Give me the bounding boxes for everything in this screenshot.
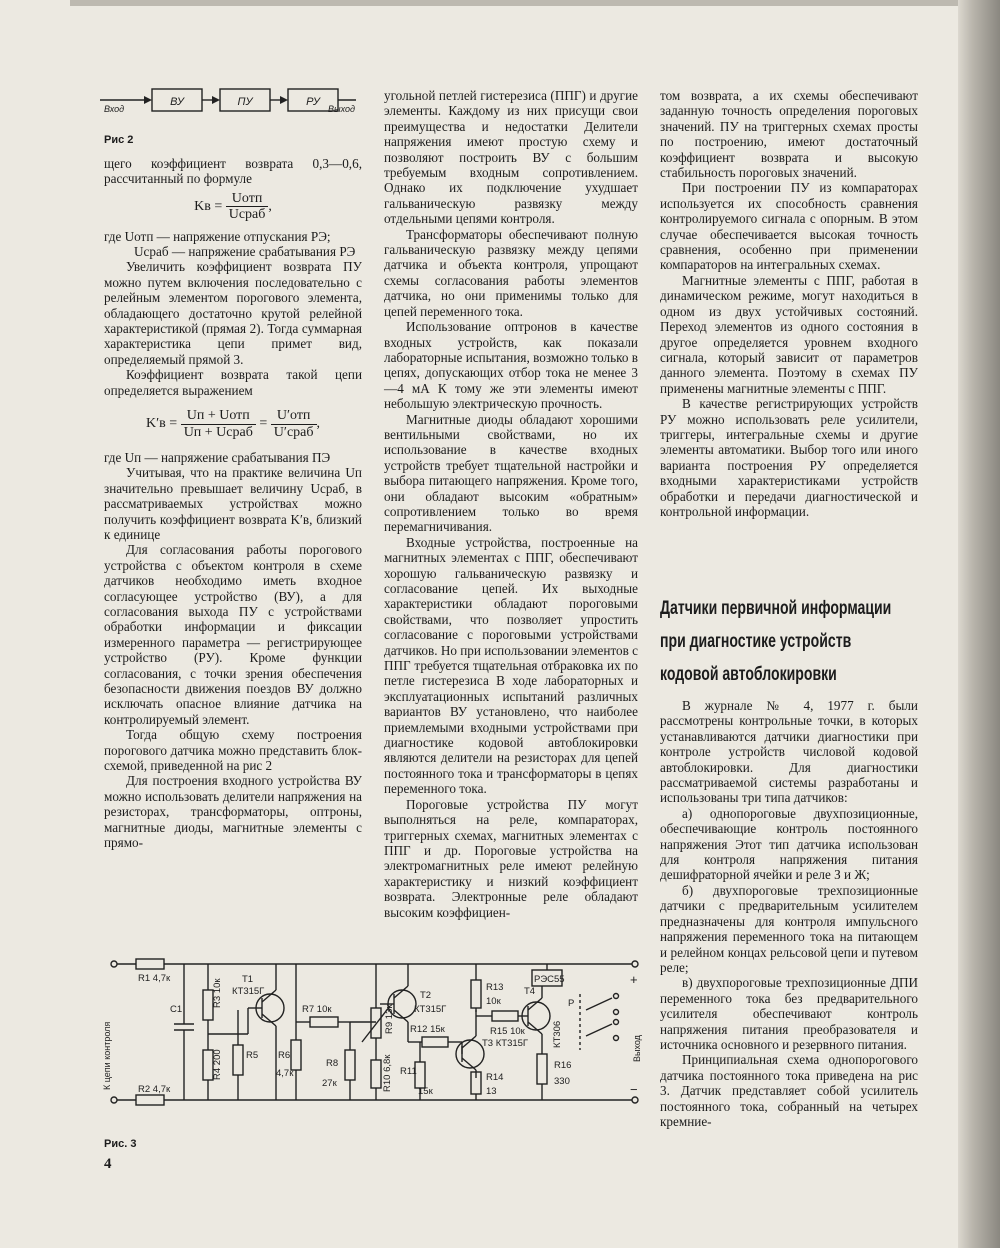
- circuit-label: R4 200: [212, 1049, 223, 1080]
- fig2-input-label: Вход: [104, 104, 125, 114]
- paragraph: Принципиальная схема однопорогового датчика постоянного тока приведена на рис 3. Датчик представляет собой усилитель постоянного тока, собранный на четырех кремние-: [660, 1052, 918, 1129]
- paragraph: Трансформаторы обеспечивают полную гальваническую развязку между цепями датчика и объекта контроля, упрощают схемы согласования работы элементов датчика, но они применимы только для цепей переменного тока.: [384, 226, 638, 319]
- article-heading: [660, 592, 892, 691]
- circuit-label: R9 13к: [384, 1004, 395, 1034]
- circuit-label: R13: [486, 982, 504, 993]
- circuit-label: R16: [554, 1060, 572, 1071]
- paragraph: Учитывая, что на практике величина Uп значительно превышает величину Uсраб, в рассматриваемых устройствах можно получить коэффициент возврата K′в, близкий к единице: [104, 465, 362, 542]
- circuit-label: R12 15к: [410, 1024, 445, 1035]
- paragraph: в) двухпороговые трехпозиционные ДПИ переменного тока без предварительного усилителя обеспечивают контроль напряжения питания преобразователя и источника основного и резервного питания.: [660, 975, 918, 1052]
- column-3: [660, 88, 918, 519]
- fig2-caption: Рис 2: [104, 134, 134, 146]
- circuit-label: T3 КТ315Г: [482, 1038, 529, 1049]
- circuit-label: C1: [170, 1004, 183, 1015]
- circuit-label: R8: [326, 1058, 339, 1069]
- column-3-article: [660, 698, 918, 1129]
- circuit-label: 27к: [322, 1078, 337, 1089]
- formula-denominator: Uп + Uсраб: [183, 424, 253, 440]
- fig2-block-label: ВУ: [170, 96, 184, 108]
- circuit-label: P: [568, 998, 575, 1009]
- paragraph: Использование оптронов в качестве входных устройств, как показали лабораторные испытания, возможно только в цепях, допускающих отбор тока не менее 3—4 мА К тому же эти элементы имеют небольшую электрическую прочность.: [384, 319, 638, 412]
- circuit-label: R10 6,8к: [382, 1054, 393, 1092]
- paragraph: Коэффициент возврата такой цепи определяется выражением: [104, 367, 362, 398]
- fig2-block-diagram: [100, 84, 360, 120]
- circuit-label: R2 4,7к: [138, 1084, 171, 1095]
- heading-line: Датчики первичной информации: [660, 598, 892, 619]
- circuit-label: T1: [242, 974, 254, 985]
- circuit-label: +: [630, 972, 638, 987]
- paragraph: В журнале № 4, 1977 г. были рассмотрены контрольные точки, в которых устанавливаются датчики диагностики при контроле устройств числовой кодовой автоблокировки. Для диагностики рассматриваемой системы разработаны и использованы три типа датчиков:: [660, 698, 918, 806]
- definition: где Uотп — напряжение отпускания РЭ;: [104, 228, 331, 244]
- paragraph: том возврата, а их схемы обеспечивают заданную точность определения пороговых значений. ПУ на триггерных схемах просты по построению, имеют достаточный коэффициент возврата и высокую стабильность пороговых значений.: [660, 88, 918, 181]
- definition: Uсраб — напряжение срабатывания РЭ: [134, 244, 356, 260]
- circuit-label: 13: [486, 1086, 497, 1097]
- circuit-label: R1 4,7к: [138, 973, 171, 984]
- circuit-label: R3 10к: [212, 978, 223, 1008]
- heading-line: при диагностике устройств: [660, 631, 852, 652]
- formula-denominator: U′сраб: [273, 424, 314, 440]
- circuit-label: 330: [554, 1076, 570, 1087]
- circuit-label: T4: [524, 986, 536, 997]
- paragraph: Пороговые устройства ПУ могут выполняться на реле, компараторах, триггерных схемах, магнитных элементах с ППГ и др. Пороговые устройства на электромагнитных реле имеют релейную характеристику и низкий коэффициент возврата. Электронные реле обладают высоким коэффициен-: [384, 796, 638, 920]
- circuit-label: −: [630, 1082, 638, 1097]
- paragraph: Магнитные элементы с ППГ, работая в динамическом режиме, могут находиться в одном из двух устойчивых состояний. Переход элементов из одного состояния в другое определяется уровнем входного сигнала, который зависит от параметров данного элемента. Поэтому в схемах ПУ применены магнитные элементы с ППГ.: [660, 272, 918, 396]
- paragraph: При построении ПУ из компараторах используется их способность сравнения контролируемого сигнала с опорным. В этом случае обеспечивается высокая точность сравнения, особенно при применении компараторов на интегральных схемах.: [660, 180, 918, 273]
- circuit-label: R7 10к: [302, 1004, 332, 1015]
- paragraph: Для согласования работы порогового устройства с объектом контроля в схеме датчиков необходимо иметь входное согласующее устройство (ВУ), а для согласования выхода ПУ с устройствами обработки информации и фиксации измеренного параметра — регистрирующее устройство (РУ). Кроме функции согласования, с точки зрения обеспечения безопасности движения поездов ВУ должно исключать опасное влияние датчика на контролируемый элемент.: [104, 542, 362, 727]
- column-2: [384, 88, 638, 920]
- paragraph: угольной петлей гистерезиса (ППГ) и другие элементы. Каждому из них присущи свои преимущества и недостатки Делители напряжения имеют простую схему и позволяют построить ВУ с большим требуемым входным сопротивлением. Однако их подключение ухудшает гальваническую развязку между отдельными цепями контроля.: [384, 88, 638, 227]
- top-border: [70, 0, 960, 6]
- circuit-label: КТ315Г: [414, 1004, 447, 1015]
- paragraph: В качестве регистрирующих устройств РУ можно использовать реле усилители, триггеры, интегральные схемы и другие элементы автоматики. Выбор того или иного варианта построения РУ определяется входными характеристиками устройств обработки и передачи диагностической и контрольной информации.: [660, 396, 918, 519]
- paragraph: щего коэффициент возврата 0,3—0,6, рассчитанный по формуле: [104, 156, 362, 187]
- formula-denominator: Uсраб: [228, 207, 266, 223]
- formula-lhs: K′в: [145, 416, 166, 432]
- formula-kv-prime: K′в = $\frac{\text{Uп + Uотп}}{\text{Uп + Uсраб}}$ = $\frac{\text{U′отп}}{\text{U′сраб}}$ ,: [145, 408, 320, 440]
- page-edge-shadow: [958, 0, 1000, 1248]
- formula-lhs: Kв: [194, 198, 211, 214]
- formula-numerator: Uп + Uотп: [181, 408, 256, 424]
- fig2-block-label: ПУ: [237, 96, 253, 108]
- paragraph: б) двухпороговые трехпозиционные датчики с предварительным усилителем предназначены для контроля импульсного напряжения переменного тока на питающем и релейном концах рельсовой цепи и путевом реле;: [660, 882, 918, 975]
- paragraph: Увеличить коэффициент возврата ПУ можно путем включения последовательно с релейным элементом порогового элемента, обладающего достаточно крутой релейной характеристикой (прямая 2). Тогда суммарная характеристика цепи примет вид, определяемый прямой 3.: [104, 259, 362, 367]
- paragraph: а) однопороговые двухпозиционные, обеспечивающие контроль постоянного напряжения Этот тип датчика использован для контроля напряжения питания дешифраторной ячейки и реле З и Ж;: [660, 805, 918, 883]
- circuit-label: Выход: [632, 1035, 642, 1062]
- paragraph: Для построения входного устройства ВУ можно использовать делители напряжения на резисторах, трансформаторы, оптроны, магнитные диоды, магнитные элементы с прямо-: [104, 773, 362, 851]
- paragraph: Тогда общую схему построения порогового датчика можно представить блок-схемой, приведенной на рис 2: [104, 727, 362, 774]
- definition: где Uп — напряжение срабатывания ПЭ: [104, 449, 331, 465]
- formula-numerator: U′отп: [271, 408, 317, 424]
- circuit-label: К цепи контроля: [102, 1021, 112, 1090]
- circuit-label: R15 10к: [490, 1026, 525, 1037]
- page-number: 4: [104, 1156, 112, 1172]
- circuit-label: R11: [400, 1066, 417, 1077]
- fig3-circuit-diagram: [100, 950, 645, 1140]
- circuit-label: T2: [420, 990, 432, 1001]
- fig2-block-label: РУ: [306, 96, 320, 108]
- circuit-label: КТ306: [552, 1020, 563, 1048]
- circuit-label: 15к: [418, 1086, 433, 1097]
- circuit-label: КТ315Г: [232, 986, 265, 997]
- fig2-output-label: Выход: [328, 104, 356, 114]
- column-1: [104, 156, 362, 850]
- circuit-label: R5: [246, 1050, 259, 1061]
- circuit-label: R14: [486, 1072, 504, 1083]
- circuit-label: РЭС55: [534, 974, 565, 985]
- circuit-label: 4,7к: [276, 1068, 294, 1079]
- circuit-label: 10к: [486, 996, 501, 1007]
- paragraph: Входные устройства, построенные на магнитных элементах с ППГ, обеспечивают хорошую гальваническую развязку и согласование цепей. Их выходные характеристики обладают пороговыми свойствами, что позволяет упростить согласование с пороговыми устройствами датчиков. Но при использовании элементов с ППГ требуется тщательная отбраковка их по петле гистерезиса В ходе лабораторных и эксплуатационных испытаний различных вариантов ВУ установлено, что наиболее приемлемыми входными устройствами при диагностике кодовой автоблокировки являются делители на резисторах для цепей постоянного тока и трансформаторы в цепях переменного тока.: [384, 534, 638, 797]
- heading-line: кодовой автоблокировки: [660, 664, 837, 685]
- paragraph: Магнитные диоды обладают хорошими вентильными свойствами, но их использование в качестве входных устройств требует тщательной настройки и выбора питающего напряжения. Кроме того, они обладают высоким «обратным» сопротивлением только во время перемагничивания.: [384, 411, 638, 535]
- fig3-caption: Рис. 3: [104, 1138, 137, 1150]
- formula-kv: Kв = $\frac{\text{Uотп}}{\text{Uсраб}}$ ,: [194, 190, 272, 223]
- formula-numerator: Uотп: [226, 191, 269, 207]
- circuit-label: R6: [278, 1050, 291, 1061]
